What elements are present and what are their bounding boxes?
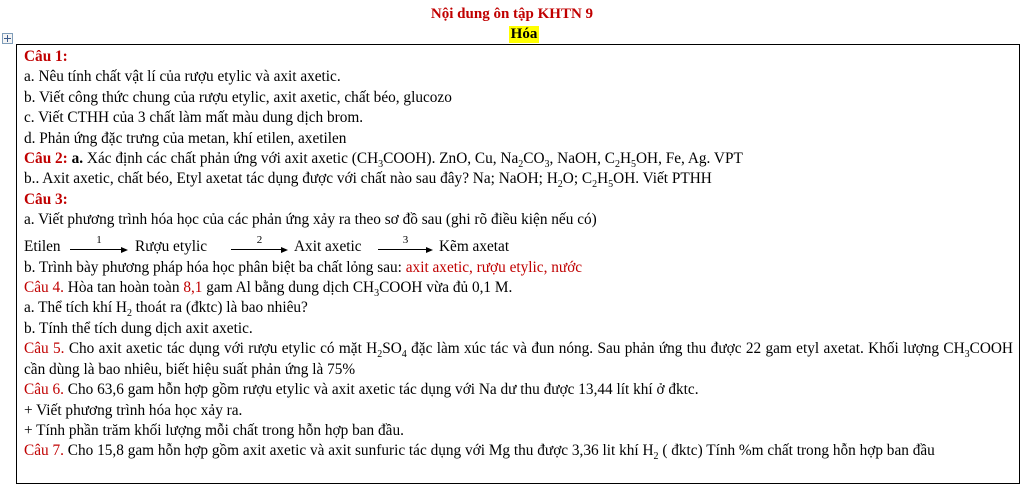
question-label: Câu 6. [24, 381, 64, 399]
question-1b: b. Viết công thức chung của rượu etylic, axit axetic, chất béo, glucozo [24, 88, 452, 106]
arrow-head-icon [281, 247, 288, 253]
subtitle-container [0, 25, 1024, 43]
question-label: Câu 7. [24, 442, 64, 460]
scheme-axit-axetic: Axit axetic [294, 237, 362, 255]
arrow-shaft [378, 249, 427, 250]
question-label: Câu 1: [24, 48, 68, 65]
question-1d: d. Phản ứng đặc trưng của metan, khí etilen, axetilen [24, 129, 347, 147]
arrow-shaft [70, 249, 122, 250]
question-3b: b. Trình bày phương pháp hóa học phân biệt ba chất lỏng sau: axit axetic, rượu etylic, nước [24, 258, 583, 276]
table-move-handle-icon[interactable] [2, 33, 13, 44]
question-3a: a. Viết phương trình hóa học của các phản ứng xảy ra theo sơ đồ sau (ghi rõ điều kiện nếu có) [24, 211, 597, 229]
arrow-label: 1 [96, 233, 102, 246]
scheme-kem-axetat: Kẽm axetat [439, 237, 510, 255]
scheme-ruou-etylic: Rượu etylic [135, 237, 208, 255]
question-7: Câu 7. Cho 15,8 gam hỗn hợp gồm axit axetic và axit sunfuric tác dụng với Mg thu được 3,36 lit khí $H_2$ ( đktc) Tính %m chất trong hỗn hợp ban đầu [24, 442, 935, 463]
question-4: Câu 4. Hòa tan hoàn toàn 8,1 gam Al bằng dung dịch $CH_3COOH$ vừa đủ 0,1 M. [24, 279, 513, 300]
question-label: Câu 3: [24, 190, 68, 208]
question-1-heading [24, 47, 1019, 67]
question-label: Câu 5. [24, 340, 65, 358]
reaction-arrow-3 [378, 233, 433, 253]
highlighted-substances: axit axetic, rượu etylic, nước [405, 258, 583, 276]
arrow-label: 2 [256, 233, 263, 246]
question-1c: c. Viết CTHH của 3 chất làm mất màu dung dịch brom. [24, 109, 364, 127]
question-5: Câu 5. Cho axit axetic tác dụng với rượu etylic có mặt $H_2SO_4$ đặc làm xúc tác và đun nóng. Sau phản ứng thu được 22 gam etyl axetat. Khối lượng $CH_3COOH$ cần dùng là bao nhiêu, biết hiệu suất phản ứng là 75% [24, 340, 1013, 378]
question-label: Câu 4. [24, 279, 64, 297]
document-title: Nội dung ôn tập KHTN 9 [430, 6, 594, 22]
question-6: Câu 6. Cho 63,6 gam hỗn hợp gồm rượu etylic và axit axetic tác dụng với Na dư thu được 13,44 lít khí ở đktc. [24, 381, 699, 399]
reaction-arrow-2 [231, 233, 288, 253]
reaction-arrow-1 [70, 233, 128, 253]
question-3-heading [24, 190, 1019, 210]
arrow-head-icon [121, 247, 128, 253]
arrow-label: 3 [402, 233, 409, 246]
arrow-shaft [231, 249, 282, 250]
scheme-etilen: Etilen [24, 237, 61, 255]
highlighted-mass: 8,1 [183, 279, 203, 297]
question-6-part-2: + Tính phần trăm khối lượng mỗi chất trong hỗn hợp ban đầu. [24, 421, 404, 439]
question-2b: b.. Axit axetic, chất béo, Etyl axetat tác dụng được với chất nào sau đây? Na; NaOH; $H_2O$; $C_2H_5OH$. Viết PTHH [24, 170, 712, 191]
reaction-scheme [24, 231, 1019, 258]
question-2a: Câu 2: a. Xác định các chất phản ứng với axit axetic $(CH_3COOH)$. ZnO, Cu, $Na_2CO_3$, NaOH, $C_2H_5OH$, Fe, Ag. VPT [24, 150, 743, 171]
part-label: a. [71, 150, 84, 168]
question-4b: b. Tính thể tích dung dịch axit axetic. [24, 319, 253, 337]
question-label: Câu 2: [24, 150, 68, 168]
question-1a: a. Nêu tính chất vật lí của rượu etylic và axit axetic. [24, 68, 341, 86]
question-6-part-1: + Viết phương trình hóa học xảy ra. [24, 401, 243, 419]
question-4a: a. Thể tích khí $H_2$ thoát ra (đktc) là bao nhiêu? [24, 299, 308, 320]
arrow-head-icon [426, 247, 433, 253]
subject-subtitle: Hóa [510, 26, 538, 42]
content-table-cell[interactable] [16, 44, 1020, 484]
